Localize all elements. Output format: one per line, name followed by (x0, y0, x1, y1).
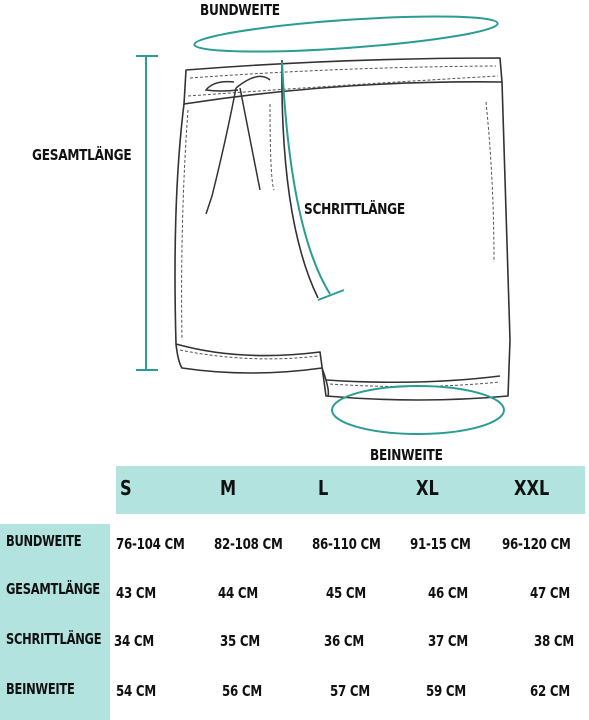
row-label-beinweite: BEINWEITE (6, 680, 75, 698)
table-cell: 34 CM (114, 632, 154, 650)
crotch-measure-cap (318, 290, 344, 300)
crotch-measure-line (282, 62, 330, 294)
beinweite-label: BEINWEITE (370, 446, 443, 464)
table-cell: 76-104 CM (116, 535, 185, 553)
leg-measure-ellipse (332, 386, 504, 434)
table-cell: 82-108 CM (214, 535, 283, 553)
table-cell: 56 CM (222, 682, 262, 700)
table-cell: 36 CM (324, 632, 364, 650)
size-s: S (120, 476, 132, 500)
table-cell: 59 CM (426, 682, 466, 700)
row-label-gesamtlaenge: GESAMTLÄNGE (6, 580, 100, 598)
table-cell: 44 CM (218, 584, 258, 602)
gesamtlaenge-label: GESAMTLÄNGE (32, 146, 132, 164)
table-cell: 91-15 CM (410, 535, 471, 553)
table-cell: 45 CM (326, 584, 366, 602)
table-cell: 86-110 CM (312, 535, 381, 553)
table-cell: 43 CM (116, 584, 156, 602)
schrittlaenge-label: SCHRITTLÄNGE (304, 200, 405, 218)
table-cell: 54 CM (116, 682, 156, 700)
size-xl: XL (416, 476, 439, 500)
size-xxl: XXL (514, 476, 550, 500)
table-cell: 47 CM (530, 584, 570, 602)
size-l: L (318, 476, 329, 500)
table-cell: 38 CM (534, 632, 574, 650)
bundweite-label: BUNDWEITE (200, 1, 280, 19)
table-cell: 35 CM (220, 632, 260, 650)
table-cell: 46 CM (428, 584, 468, 602)
row-label-bundweite: BUNDWEITE (6, 532, 82, 550)
row-label-schrittlaenge: SCHRITTLÄNGE (6, 630, 102, 648)
table-cell: 37 CM (428, 632, 468, 650)
table-cell: 57 CM (330, 682, 370, 700)
size-m: M (220, 476, 237, 500)
table-cell: 96-120 CM (502, 535, 571, 553)
shorts-outline (175, 58, 510, 400)
table-cell: 62 CM (530, 682, 570, 700)
shorts-stitching (180, 66, 500, 387)
